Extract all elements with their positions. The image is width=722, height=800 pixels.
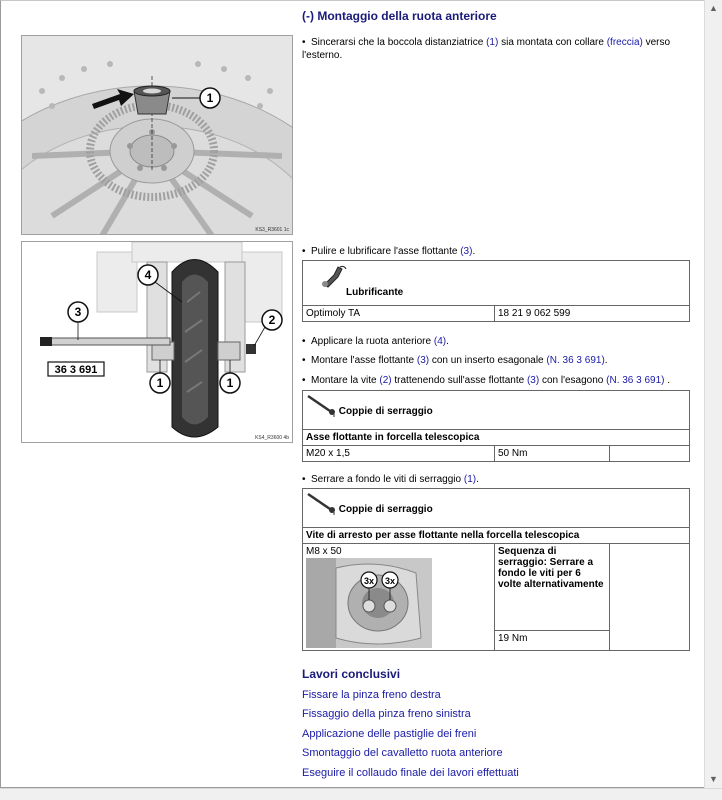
figure-front-wheel [21,241,293,443]
callout-label: 2 [268,313,276,327]
grease-gun-icon [316,263,350,289]
link-left-caliper[interactable]: Fissaggio della pinza freno sinistra [302,708,471,720]
torque-empty-cell [610,446,690,462]
tool-link[interactable]: (N. 36 3 691) [606,375,665,386]
bullet-icon: • [302,474,306,485]
torque-size: M8 x 50 [306,546,342,557]
ref-link[interactable]: (freccia) [606,37,643,48]
link-wheel-stand[interactable]: Smontaggio del cavalletto ruota anteriore [302,747,503,759]
torque-subtitle: Vite di arresto per asse flottante nella forcella telescopica [303,528,690,544]
torque-size: M20 x 1,5 [303,446,495,462]
count-badge: 3x [384,576,396,586]
link-brake-pads[interactable]: Applicazione delle pastiglie dei freni [302,728,477,740]
step-apply-wheel: • Applicare la ruota anteriore (4). [302,336,449,347]
callout-label: 1 [206,91,214,105]
ref-link[interactable]: (1) [486,37,499,48]
step-mount-screw: • Montare la vite (2) trattenendo sull'asse flottante (3) con l'esagono (N. 36 3 691) . [302,375,671,386]
torque-size-cell [303,544,495,651]
callout-label: 3 [74,305,82,319]
tool-link[interactable]: (N. 36 3 691) [546,355,605,366]
lubricant-name: Optimoly TA [303,306,495,322]
figure-spacer-bushing [21,35,293,235]
callout-label: 1 [156,376,164,390]
bullet-icon: • [302,336,306,347]
step-spacer-bushing: • Sincerarsi che la boccola distanziatrice (1) sia montata con collare (freccia) verso l'esterno. [302,37,671,61]
step-mount-axle: • Montare l'asse flottante (3) con un inserto esagonale (N. 36 3 691). [302,355,608,366]
link-right-caliper[interactable]: Fissare la pinza freno destra [302,689,441,701]
lubricant-table [302,260,690,322]
lubricant-part-number: 18 21 9 062 599 [495,306,690,322]
bullet-icon: • [302,375,306,386]
torque-subtitle: Asse flottante in forcella telescopica [303,430,690,446]
callout-label: 1 [226,376,234,390]
front-wheel-illustration [22,242,293,443]
figure-code: KS4_R3600 4b [255,435,289,441]
torque-empty-cell [610,544,690,651]
count-badge: 3x [363,576,375,586]
scroll-down-icon[interactable]: ▼ [709,774,718,784]
scroll-thumb[interactable] [708,18,719,770]
vertical-scrollbar[interactable] [704,0,722,788]
lubricant-title: Lubrificante [346,287,404,298]
torque-wrench-icon [306,491,336,515]
bottom-bar [0,788,722,800]
torque-value: 19 Nm [495,631,610,651]
conclusion-title: Lavori conclusivi [302,667,401,681]
tool-number: 36 3 691 [54,364,98,376]
torque-value: 50 Nm [495,446,610,462]
scroll-up-icon[interactable]: ▲ [709,3,718,13]
torque-title: Coppie di serraggio [338,504,433,515]
callout-label: 4 [144,268,152,282]
torque-wrench-icon [306,393,336,417]
bullet-icon: • [302,37,306,48]
link-final-test[interactable]: Eseguire il collaudo finale dei lavori effettuati [302,767,519,779]
figure-code: KS3_R3601 1c [255,227,289,233]
ref-link[interactable]: (1) [463,474,477,485]
spacer-bushing-illustration [22,36,293,235]
ref-link[interactable]: (2) [379,375,392,386]
ref-link[interactable]: (3) [460,246,473,257]
torque-sequence: Sequenza di serraggio: Serrare a fondo le viti per 6 volte alternativamente [495,544,610,631]
step-tighten-screws: • Serrare a fondo le viti di serraggio (1). [302,474,479,485]
ref-link[interactable]: (3) [416,355,430,366]
torque-table-clamp-screws [302,488,690,651]
step-lubricate-axle: • Pulire e lubrificare l'asse flottante (3). [302,246,476,257]
clamp-screws-photo [306,558,432,648]
torque-table-axle [302,390,690,462]
bullet-icon: • [302,355,306,366]
bullet-icon: • [302,246,306,257]
section-heading: (-) Montaggio della ruota anteriore [302,9,497,23]
ref-link[interactable]: (3) [526,375,540,386]
torque-title: Coppie di serraggio [338,406,433,417]
ref-link[interactable]: (4) [433,336,447,347]
